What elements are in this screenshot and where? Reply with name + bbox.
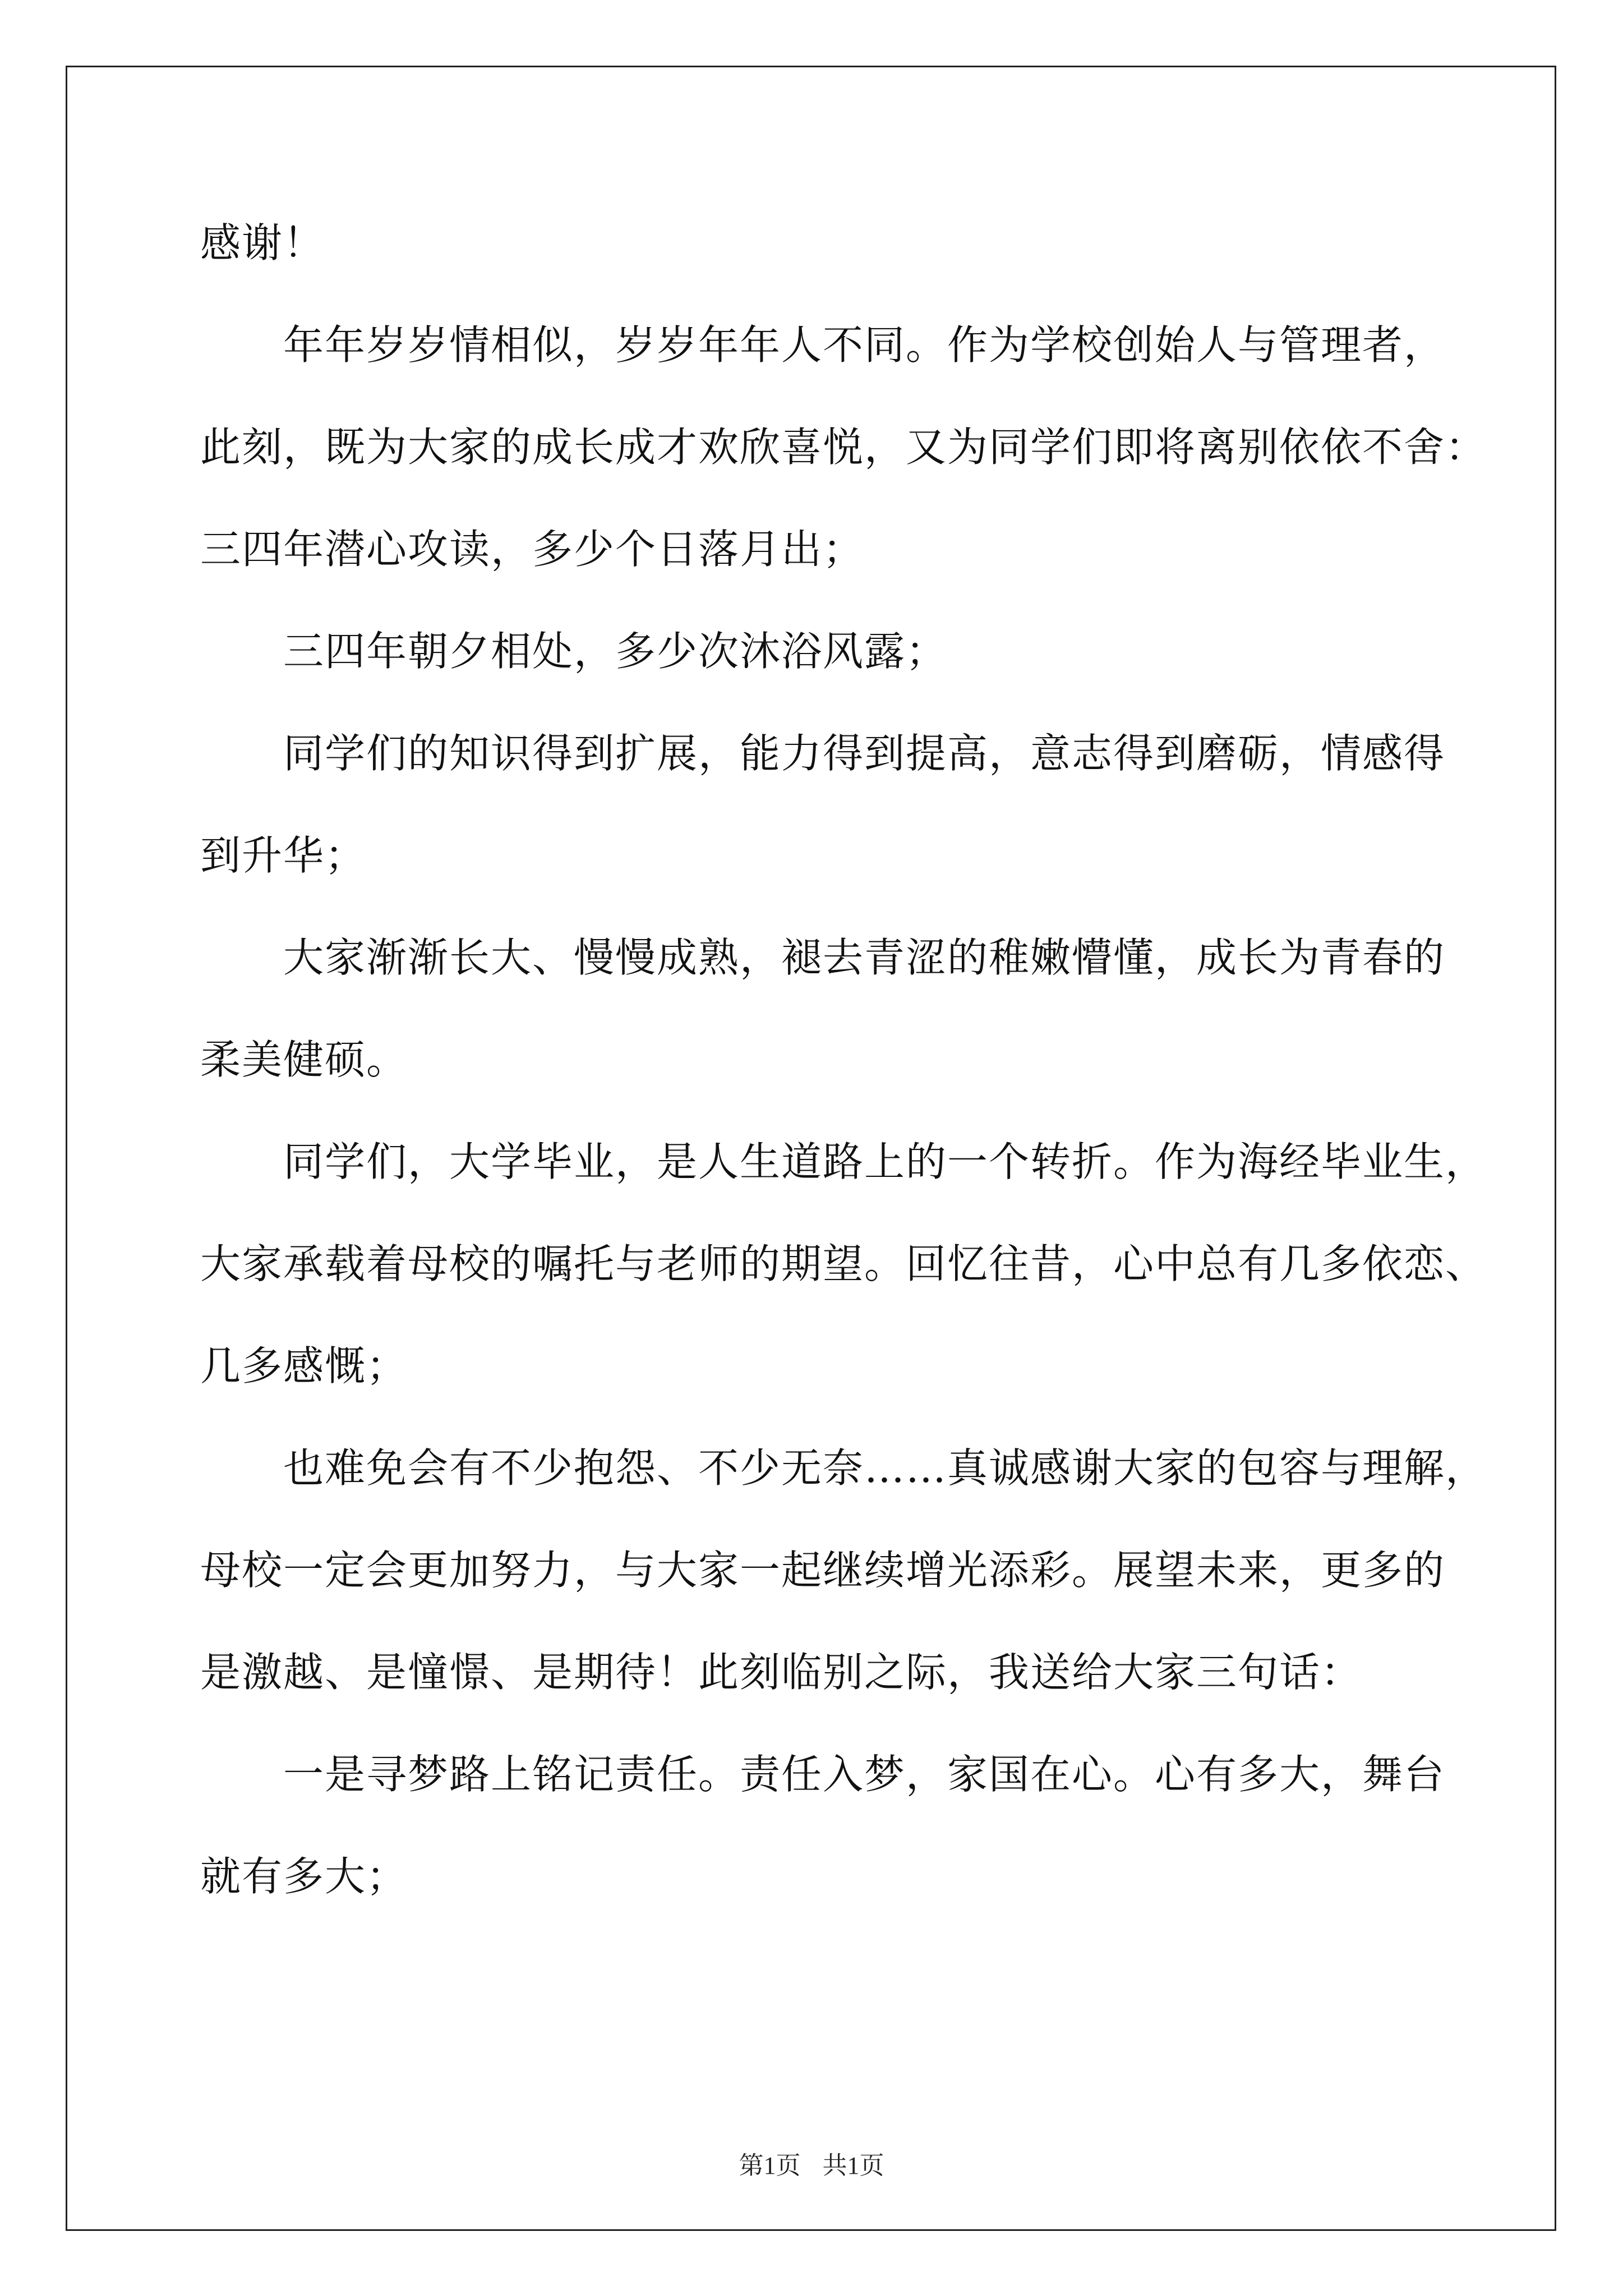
text-line: 年年岁岁情相似，岁岁年年人不同。作为学校创始人与管理者， [283,321,1446,369]
text-line: 三四年朝夕相处，多少次沐浴风露； [283,628,948,675]
page-total: 共1页 [822,2152,884,2179]
text-line: 大家渐渐长大、慢慢成熟，褪去青涩的稚嫩懵懂，成长为青春的 [283,934,1446,981]
text-line: 感谢！ [200,219,325,266]
text-line: 同学们的知识得到扩展，能力得到提高，意志得到磨砺，情感得 [283,730,1446,777]
text-line: 是激越、是憧憬、是期待！此刻临别之际，我送给大家三句话： [200,1649,1363,1696]
text-line: 柔美健硕。 [200,1036,408,1083]
text-line: 就有多大； [200,1853,408,1900]
text-line: 大家承载着母校的嘱托与老师的期望。回忆往昔，心中总有几多依恋、 [200,1240,1487,1287]
text-line: 同学们，大学毕业，是人生道路上的一个转折。作为海经毕业生， [283,1138,1487,1185]
text-line: 也难免会有不少抱怨、不少无奈……真诚感谢大家的包容与理解， [283,1444,1487,1492]
text-line: 此刻，既为大家的成长成才欢欣喜悦，又为同学们即将离别依依不舍： [200,424,1487,471]
text-line: 到升华； [200,832,367,879]
text-line: 母校一定会更加努力，与大家一起继续增光添彩。展望未来，更多的 [200,1547,1446,1594]
page-number: 第1页 [739,2152,801,2179]
text-line: 一是寻梦路上铭记责任。责任入梦，家国在心。心有多大，舞台 [283,1751,1446,1798]
text-line: 几多感慨； [200,1342,408,1389]
text-line: 三四年潜心攻读，多少个日落月出； [200,526,865,573]
page-footer [0,2152,1623,2180]
